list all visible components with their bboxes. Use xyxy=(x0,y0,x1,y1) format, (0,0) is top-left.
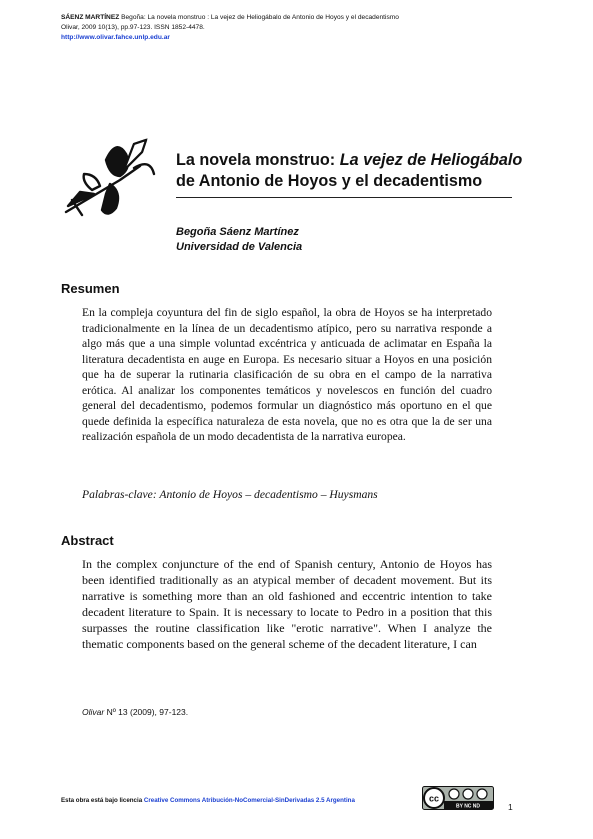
olivar-journal-logo xyxy=(62,130,180,220)
page-number: 1 xyxy=(508,802,513,812)
title-italic-work: La vejez de Heliogábalo xyxy=(339,151,523,169)
license-link[interactable]: Creative Commons Atribución-NoComercial-SinDerivadas 2.5 Argentina xyxy=(143,797,355,804)
abstract-heading: Abstract xyxy=(61,533,114,548)
by-icon xyxy=(449,789,459,799)
resumen-paragraph: En la compleja coyuntura del fin de siglo español, la obra de Hoyos se ha interpretado tradicionalmente en la línea de un decadentismo atípico, pero su narrativa responde a algo más que a una simple voluntad excéntrica y anticuada de aclimatar en España la literatura decadentista en auge en Europa. Es necesario situar a Hoyos en una posición que ha de superar la rutinaria clasificación de su obra en el campo de la narrativa erótica. Al analizar los componentes temáticos y novelescos en función del cuadro general del decadentismo, podemos formular un diagnóstico más oportuno en el que quede definida la específica naturaleza de esta novela, que no es otra que la de ser una realización española de un modo decadentista de la narrativa europea. xyxy=(82,306,492,443)
license-notice xyxy=(61,797,355,804)
cc-license-badge-icon[interactable] xyxy=(422,786,494,810)
title-rule xyxy=(176,197,512,198)
license-prefix: Esta obra está bajo licencia xyxy=(61,797,144,804)
nd-icon xyxy=(477,789,487,799)
running-header xyxy=(61,13,541,43)
citation-journal: Olivar xyxy=(82,707,105,717)
header-citation-rest: Begoña: La novela monstruo : La vejez de Heliogábalo de Antonio de Hoyos y el decadentismo xyxy=(119,14,399,21)
keywords: Palabras-clave: Antonio de Hoyos – decadentismo – Huysmans xyxy=(82,488,378,501)
article-title xyxy=(176,150,526,192)
cc-badge-labels: BY NC ND xyxy=(455,803,481,810)
author-name: Begoña Sáenz Martínez xyxy=(176,226,299,238)
title-prefix: La novela monstruo: xyxy=(176,151,340,169)
header-author: SÁENZ MARTÍNEZ xyxy=(61,14,120,21)
header-journal-line: Olivar, 2009 10(13), pp.97-123. ISSN 1852-4478. xyxy=(61,24,205,31)
abstract-paragraph: In the complex conjuncture of the end of Spanish century, Antonio de Hoyos has been identified traditionally as an atypical member of decadent movement. But its narrative is something more than an old fashioned and eccentric intention to take decadent literature to Spain. It is necessary to locate to Pedro in a position that this surpasses the routine classification like "erotic narrative". When I analyze the thematic components based on the general scheme of the decadent literature, I can xyxy=(82,557,492,651)
citation-details: Nº 13 (2009), 97-123. xyxy=(104,707,189,717)
cc-mark: cc xyxy=(428,793,440,804)
title-line-2: de Antonio de Hoyos y el decadentismo xyxy=(176,172,483,190)
citation-footnote xyxy=(82,707,188,717)
header-journal-url[interactable]: http://www.olivar.fahce.unlp.edu.ar xyxy=(61,34,170,41)
title-line-1 xyxy=(176,150,526,171)
header-citation-line xyxy=(61,13,541,23)
nc-icon xyxy=(463,789,473,799)
resumen-heading: Resumen xyxy=(61,281,120,296)
byline xyxy=(176,225,302,255)
author-affiliation: Universidad de Valencia xyxy=(176,241,303,253)
